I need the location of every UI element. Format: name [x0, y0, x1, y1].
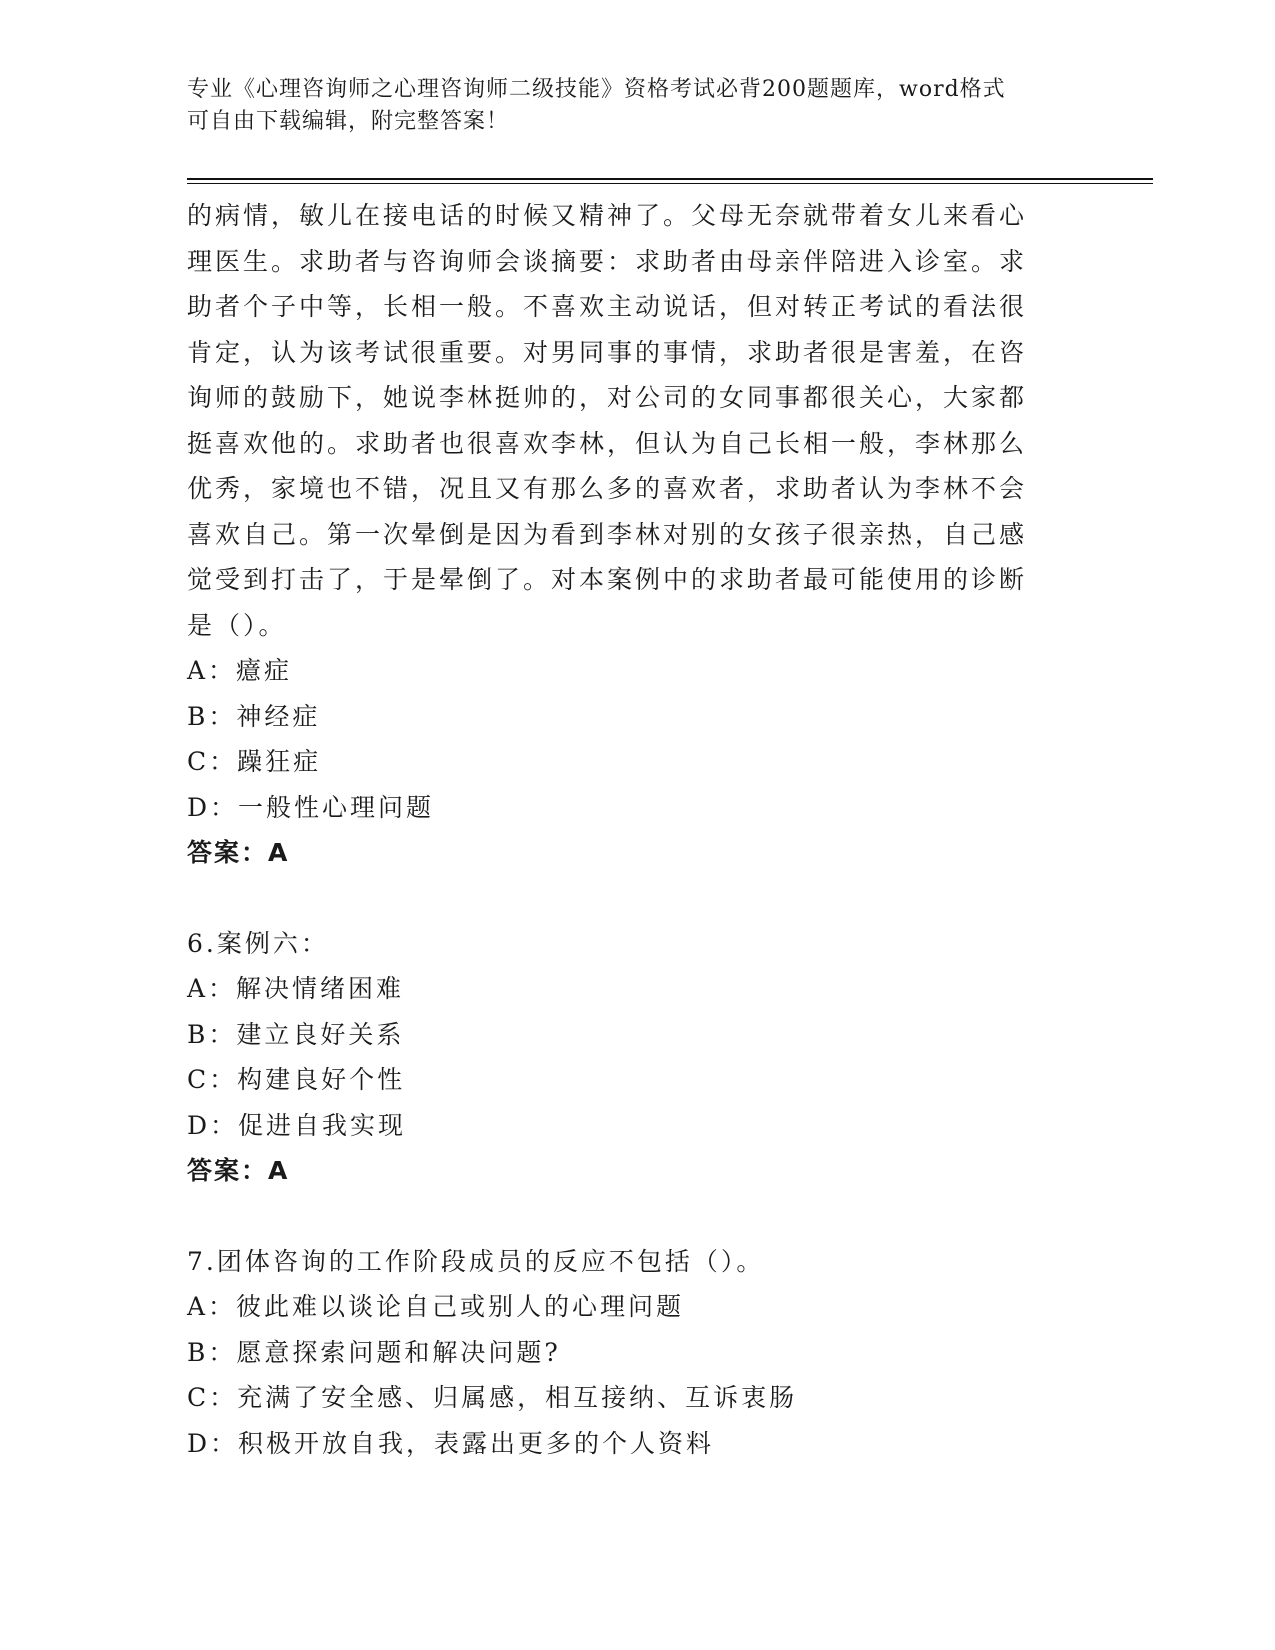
- option-a: A：彼此难以谈论自己或别人的心理问题: [187, 1292, 685, 1321]
- answer-label: 答案：A: [187, 838, 290, 867]
- question-stem: 6.案例六：: [187, 928, 329, 958]
- question-stem: 7.团体咨询的工作阶段成员的反应不包括（）。: [187, 1246, 765, 1276]
- option-a: A：癔症: [187, 656, 293, 685]
- question-text-line: 理医生。求助者与咨询师会谈摘要：求助者由母亲伴陪进入诊室。求: [187, 246, 1028, 276]
- option-c: C：构建良好个性: [187, 1065, 406, 1094]
- option-d: D：促进自我实现: [187, 1110, 407, 1140]
- option-c: C：躁狂症: [187, 747, 322, 776]
- option-b: B：建立良好关系: [187, 1019, 405, 1049]
- question-text-line: 挺喜欢他的。求助者也很喜欢李林，但认为自己长相一般，李林那么: [187, 428, 1028, 458]
- answer-label: 答案：A: [187, 1156, 290, 1185]
- question-text-line: 肯定，认为该考试很重要。对男同事的事情，求助者很是害羞，在咨: [187, 337, 1028, 367]
- question-text-line: 是（）。: [187, 610, 287, 640]
- question-text-line: 的病情，敏儿在接电话的时候又精神了。父母无奈就带着女儿来看心: [187, 201, 1028, 230]
- question-text-line: 喜欢自己。第一次晕倒是因为看到李林对别的女孩子很亲热，自己感: [187, 519, 1028, 549]
- header-line-2: 可自由下载编辑，附完整答案！: [187, 109, 510, 134]
- question-text-line: 助者个子中等，长相一般。不喜欢主动说话，但对转正考试的看法很: [187, 292, 1028, 321]
- question-7: [187, 1239, 1067, 1467]
- question-6: [187, 921, 1067, 1194]
- option-a: A：解决情绪困难: [187, 974, 405, 1003]
- question-5: [187, 193, 1067, 876]
- option-c: C：充满了安全感、归属感，相互接纳、互诉衷肠: [187, 1383, 798, 1412]
- question-text-line: 询师的鼓励下，她说李林挺帅的，对公司的女同事都很关心，大家都: [187, 383, 1028, 412]
- option-d: D：一般性心理问题: [187, 792, 435, 822]
- question-text-line: 觉受到打击了，于是晕倒了。对本案例中的求助者最可能使用的诊断: [187, 565, 1028, 594]
- header-divider-thick: [187, 178, 1153, 180]
- header-line-1: 专业《心理咨询师之心理咨询师二级技能》资格考试必背200题题库，word格式: [187, 77, 1006, 102]
- option-b: B：神经症: [187, 701, 321, 731]
- option-d: D：积极开放自我，表露出更多的个人资料: [187, 1428, 715, 1458]
- spacer: [187, 876, 1067, 921]
- document-body: [187, 193, 1067, 1466]
- option-b: B：愿意探索问题和解决问题?: [187, 1337, 561, 1367]
- page-header: [187, 74, 1067, 138]
- question-text-line: 优秀，家境也不错，况且又有那么多的喜欢者，求助者认为李林不会: [187, 474, 1028, 503]
- spacer: [187, 1194, 1067, 1239]
- header-divider-thin: [187, 183, 1153, 184]
